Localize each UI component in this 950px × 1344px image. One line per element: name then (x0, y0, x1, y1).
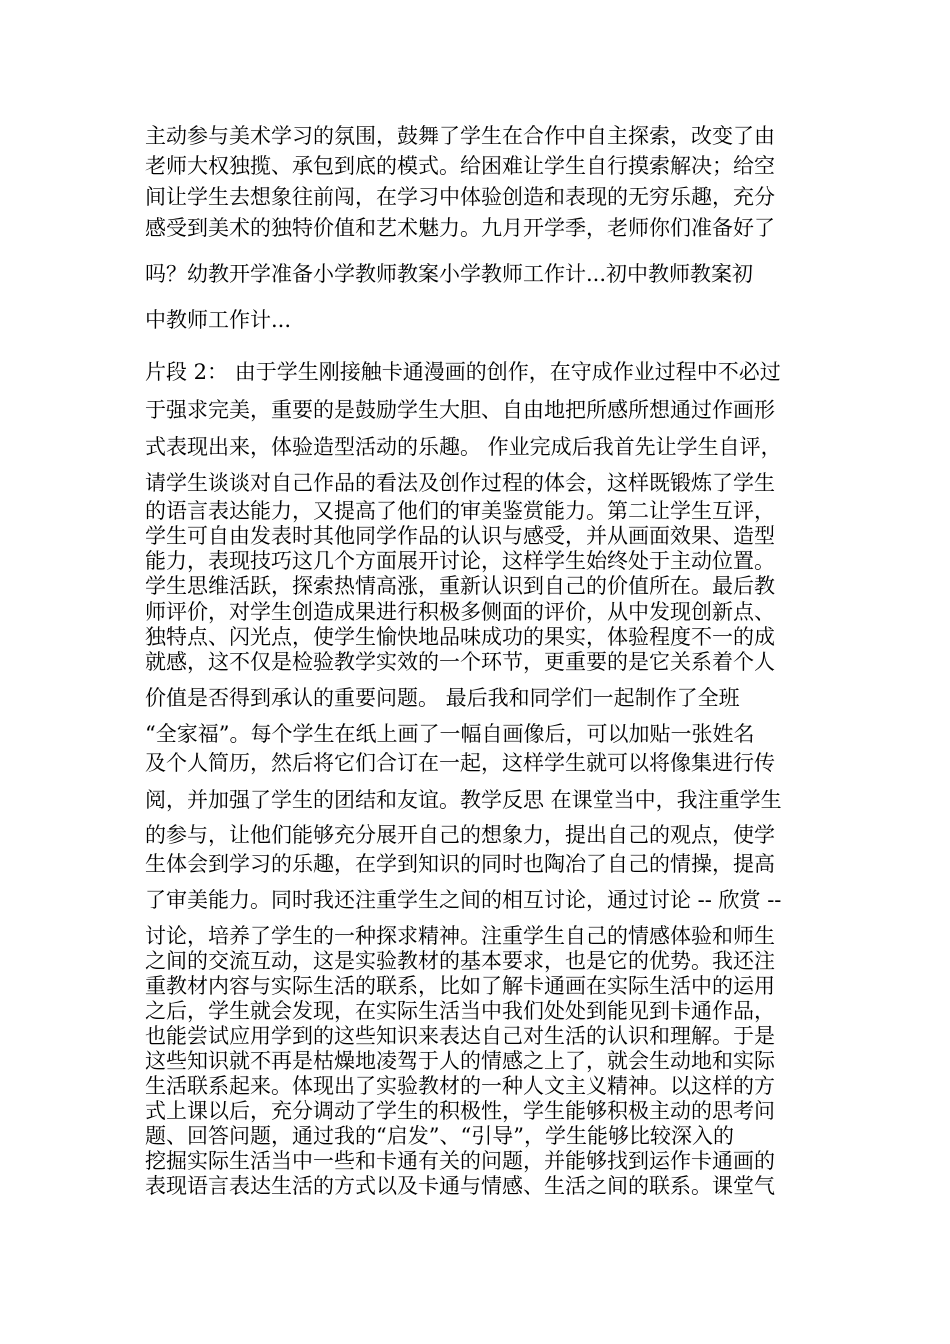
text-line: 就感，这不仅是检验教学实效的一个环节，更重要的是它关系着个人 (145, 650, 775, 674)
text-line: 阅，并加强了学生的团结和友谊。教学反思 在课堂当中，我注重学生 (145, 788, 782, 812)
text-line: “全家福”。每个学生在纸上画了一幅自画像后，可以加贴一张姓名 (145, 722, 755, 746)
text-line: 的参与，让他们能够充分展开自己的想象力，提出自己的观点，使学 (145, 823, 775, 847)
text-line: 题、回答问题，通过我的“启发”、“引导”，学生能够比较深入的 (145, 1124, 734, 1148)
text-line: 的语言表达能力，又提高了他们的审美鉴赏能力。第二让学生互评， (145, 499, 775, 523)
text-line: 独特点、闪光点，使学生愉快地品味成功的果实，体验程度不一的成 (145, 625, 775, 649)
text-line: 感受到美术的独特价值和艺术魅力。九月开学季，老师你们准备好了 (145, 216, 775, 240)
text-line: 之间的交流互动，这是实验教材的基本要求，也是它的优势。我还注 (145, 949, 775, 973)
text-line: 重教材内容与实际生活的联系，比如了解卡通画在实际生活中的运用 (145, 974, 775, 998)
text-line: 片段 2： 由于学生刚接触卡通漫画的创作，在守成作业过程中不必过 (145, 360, 781, 384)
text-line: 于强求完美，重要的是鼓励学生大胆、自由地把所感所想通过作画形 (145, 398, 775, 422)
text-line: 吗？幼教开学准备小学教师教案小学教师工作计...初中教师教案初 (145, 262, 754, 286)
text-line: 挖掘实际生活当中一些和卡通有关的问题，并能够找到运作卡通画的 (145, 1149, 775, 1173)
text-line: 中教师工作计... (145, 308, 292, 332)
text-line: 间让学生去想象往前闯，在学习中体验创造和表现的无穷乐趣，充分 (145, 185, 775, 209)
text-line: 之后，学生就会发现，在实际生活当中我们处处到能见到卡通作品， (145, 999, 775, 1023)
text-line: 价值是否得到承认的重要问题。 最后我和同学们一起制作了全班 (145, 686, 740, 710)
text-line: 学生可自由发表时其他同学作品的认识与感受，并从画面效果、造型 (145, 524, 775, 548)
text-line: 也能尝试应用学到的这些知识来表达自己对生活的认识和理解。于是 (145, 1024, 775, 1048)
text-line: 师评价，对学生创造成果进行积极多侧面的评价，从中发现创新点、 (145, 600, 775, 624)
text-line: 生活联系起来。体现出了实验教材的一种人文主义精神。以这样的方 (145, 1074, 775, 1098)
text-line: 式上课以后，充分调动了学生的积极性，学生能够积极主动的思考问 (145, 1099, 775, 1123)
text-line: 了审美能力。同时我还注重学生之间的相互讨论，通过讨论 -- 欣赏 -- (145, 888, 782, 912)
text-line: 这些知识就不再是枯燥地凌驾于人的情感之上了，就会生动地和实际 (145, 1049, 775, 1073)
text-line: 主动参与美术学习的氛围，鼓舞了学生在合作中自主探索，改变了由 (145, 124, 775, 148)
text-line: 学生思维活跃，探索热情高涨，重新认识到自己的价值所在。最后教 (145, 574, 775, 598)
text-line: 式表现出来，体验造型活动的乐趣。 作业完成后我首先让学生自评， (145, 435, 782, 459)
text-line: 讨论，培养了学生的一种探求精神。注重学生自己的情感体验和师生 (145, 924, 775, 948)
text-line: 老师大权独揽、承包到底的模式。给困难让学生自行摸索解决；给空 (145, 154, 775, 178)
text-line: 请学生谈谈对自己作品的看法及创作过程的体会，这样既锻炼了学生 (145, 471, 775, 495)
text-line: 生体会到学习的乐趣，在学到知识的同时也陶冶了自己的情操，提高 (145, 852, 775, 876)
text-line: 能力，表现技巧这几个方面展开讨论，这样学生始终处于主动位置。 (145, 549, 775, 573)
text-line: 及个人简历，然后将它们合订在一起，这样学生就可以将像集进行传 (145, 751, 775, 775)
text-line: 表现语言表达生活的方式以及卡通与情感、生活之间的联系。课堂气 (145, 1174, 775, 1198)
